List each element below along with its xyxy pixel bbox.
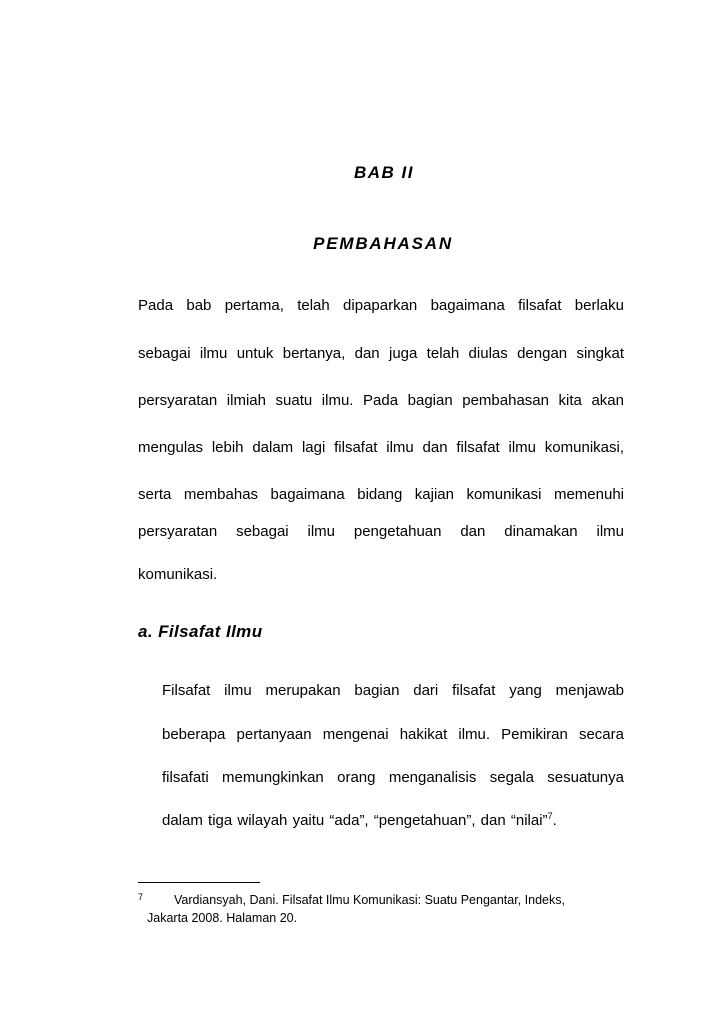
footnote-line: Jakarta 2008. Halaman 20.	[147, 911, 298, 925]
footnote-divider	[138, 882, 260, 883]
section-heading: a. Filsafat Ilmu	[138, 622, 263, 641]
section-line-text: dalam tiga wilayah yaitu “ada”, “pengetahuan”, dan “nilai”	[162, 812, 548, 829]
chapter-heading: BAB II	[354, 163, 414, 182]
intro-line: sebagai ilmu untuk bertanya, dan juga telah diulas dengan singkat	[138, 345, 624, 362]
intro-line: mengulas lebih dalam lagi filsafat ilmu dan filsafat ilmu komunikasi,	[138, 439, 624, 456]
intro-line: Pada bab pertama, telah dipaparkan bagaimana filsafat berlaku	[138, 297, 624, 314]
section-line: beberapa pertanyaan mengenai hakikat ilmu. Pemikiran secara	[162, 726, 624, 743]
section-line: filsafati memungkinkan orang menganalisis segala sesuatunya	[162, 769, 624, 786]
intro-line: serta membahas bagaimana bidang kajian komunikasi memenuhi	[138, 486, 624, 503]
footnote-number: 7	[138, 892, 144, 902]
footnote-reference: 7	[547, 811, 553, 821]
intro-line: persyaratan sebagai ilmu pengetahuan dan dinamakan ilmu	[138, 523, 624, 540]
section-line-last: dalam tiga wilayah yaitu “ada”, “pengetahuan”, dan “nilai”$^7$.	[162, 811, 557, 829]
section-line: Filsafat ilmu merupakan bagian dari filsafat yang menjawab	[162, 682, 624, 699]
intro-line: komunikasi.	[138, 566, 218, 583]
footnote-line: Vardiansyah, Dani. Filsafat Ilmu Komunikasi: Suatu Pengantar, Indeks,	[174, 893, 565, 907]
chapter-title: PEMBAHASAN	[313, 234, 453, 253]
intro-line: persyaratan ilmiah suatu ilmu. Pada bagian pembahasan kita akan	[138, 392, 624, 409]
